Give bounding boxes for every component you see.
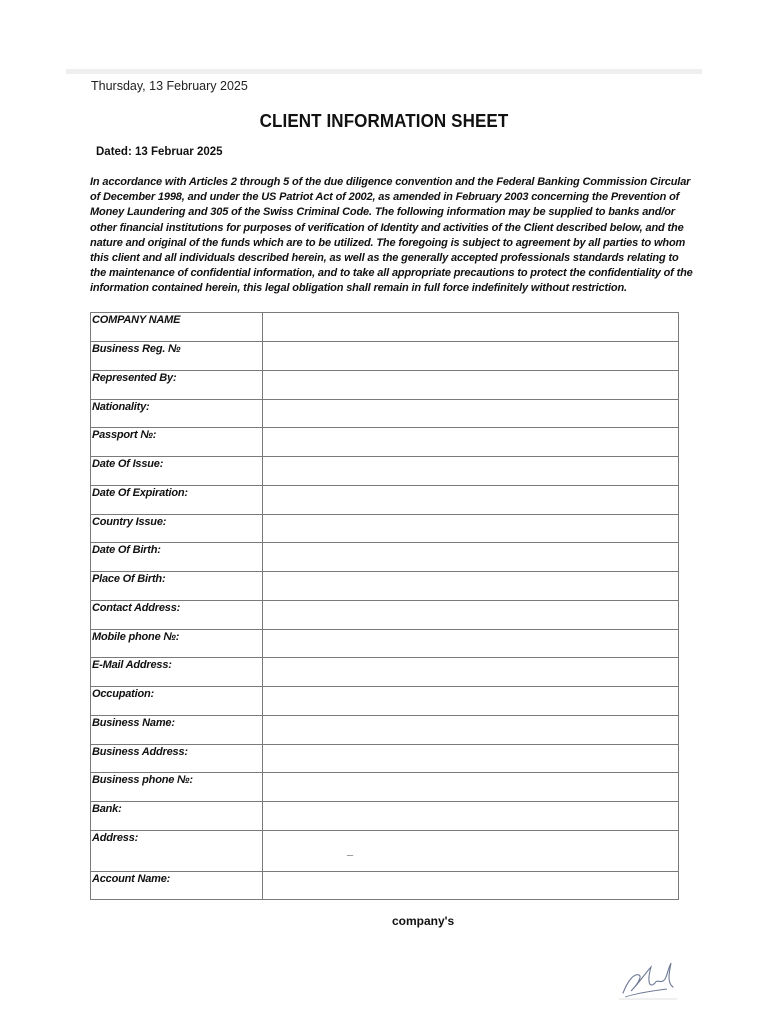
form-row xyxy=(91,745,679,773)
intro-paragraph: In accordance with Articles 2 through 5 of the due diligence convention and the Federal Banking Commission Circular of December 1998, and under the US Patriot Act of 2002, as amended in February 2003 concerning the Prevention of Money Laundering and 305 of the Swiss Criminal Code. The following information may be supplied to banks and/or other financial institutions for purposes of verification of Identity and activities of the Client described below, and the nature and original of the funds which are to be utilized. The foregoing is subject to agreement by all parties to whom this client and all individuals described herein, as well as the generally accepted professionals standards relating to the maintenance of confidential information, and to take all appropriate precautions to protect the confidentiality of the information contained herein, this legal obligation shall remain in full force indefinitely without restriction. xyxy=(90,176,693,295)
field-value[interactable] xyxy=(263,313,679,342)
form-row xyxy=(91,572,679,601)
field-label: E-Mail Address: xyxy=(91,658,263,687)
field-label: Account Name: xyxy=(91,872,263,900)
dated-line: Dated: 13 Februar 2025 xyxy=(96,146,223,158)
field-label: Business Name: xyxy=(91,716,263,745)
field-label: Bank: xyxy=(91,802,263,831)
field-value[interactable] xyxy=(263,371,679,400)
form-row xyxy=(91,773,679,802)
form-row xyxy=(91,486,679,515)
field-value[interactable] xyxy=(263,457,679,486)
form-row xyxy=(91,658,679,687)
field-label: COMPANY NAME xyxy=(91,313,263,342)
field-label: Date Of Birth: xyxy=(91,543,263,572)
field-value[interactable] xyxy=(263,716,679,745)
form-row xyxy=(91,687,679,716)
field-value[interactable] xyxy=(263,342,679,371)
form-row xyxy=(91,515,679,543)
form-row xyxy=(91,802,679,831)
form-row xyxy=(91,400,679,428)
field-value[interactable] xyxy=(263,745,679,773)
field-label: Date Of Issue: xyxy=(91,457,263,486)
field-label: Represented By: xyxy=(91,371,263,400)
field-value[interactable] xyxy=(263,802,679,831)
field-label: Mobile phone №: xyxy=(91,630,263,658)
field-value[interactable] xyxy=(263,486,679,515)
field-label: Business phone №: xyxy=(91,773,263,802)
form-row xyxy=(91,342,679,371)
form-row xyxy=(91,457,679,486)
form-row xyxy=(91,831,679,872)
field-value[interactable] xyxy=(263,658,679,687)
form-row xyxy=(91,601,679,630)
client-info-table xyxy=(90,312,679,900)
field-value[interactable] xyxy=(263,400,679,428)
company-label: company's xyxy=(392,914,455,928)
header-rule xyxy=(66,69,702,74)
field-value-text: _ xyxy=(347,845,354,857)
field-label: Place Of Birth: xyxy=(91,572,263,601)
field-value[interactable] xyxy=(263,543,679,572)
form-row xyxy=(91,630,679,658)
field-label: Country Issue: xyxy=(91,515,263,543)
field-label: Business Reg. № xyxy=(91,342,263,371)
field-value[interactable] xyxy=(263,601,679,630)
signature-icon xyxy=(617,953,679,1003)
form-row xyxy=(91,872,679,900)
field-label: Address: xyxy=(91,831,263,872)
field-label: Business Address: xyxy=(91,745,263,773)
field-value[interactable] xyxy=(263,630,679,658)
form-row xyxy=(91,716,679,745)
form-row xyxy=(91,313,679,342)
field-label: Contact Address: xyxy=(91,601,263,630)
field-value[interactable] xyxy=(263,831,679,872)
field-label: Passport №: xyxy=(91,428,263,457)
field-value[interactable] xyxy=(263,515,679,543)
field-value[interactable] xyxy=(263,428,679,457)
field-label: Occupation: xyxy=(91,687,263,716)
date-line: Thursday, 13 February 2025 xyxy=(91,79,248,93)
field-value[interactable] xyxy=(263,572,679,601)
field-label: Nationality: xyxy=(91,400,263,428)
field-value[interactable] xyxy=(263,872,679,900)
field-label: Date Of Expiration: xyxy=(91,486,263,515)
page-title: CLIENT INFORMATION SHEET xyxy=(259,110,509,131)
field-value[interactable] xyxy=(263,773,679,802)
form-row xyxy=(91,543,679,572)
form-row xyxy=(91,428,679,457)
form-row xyxy=(91,371,679,400)
field-value[interactable] xyxy=(263,687,679,716)
